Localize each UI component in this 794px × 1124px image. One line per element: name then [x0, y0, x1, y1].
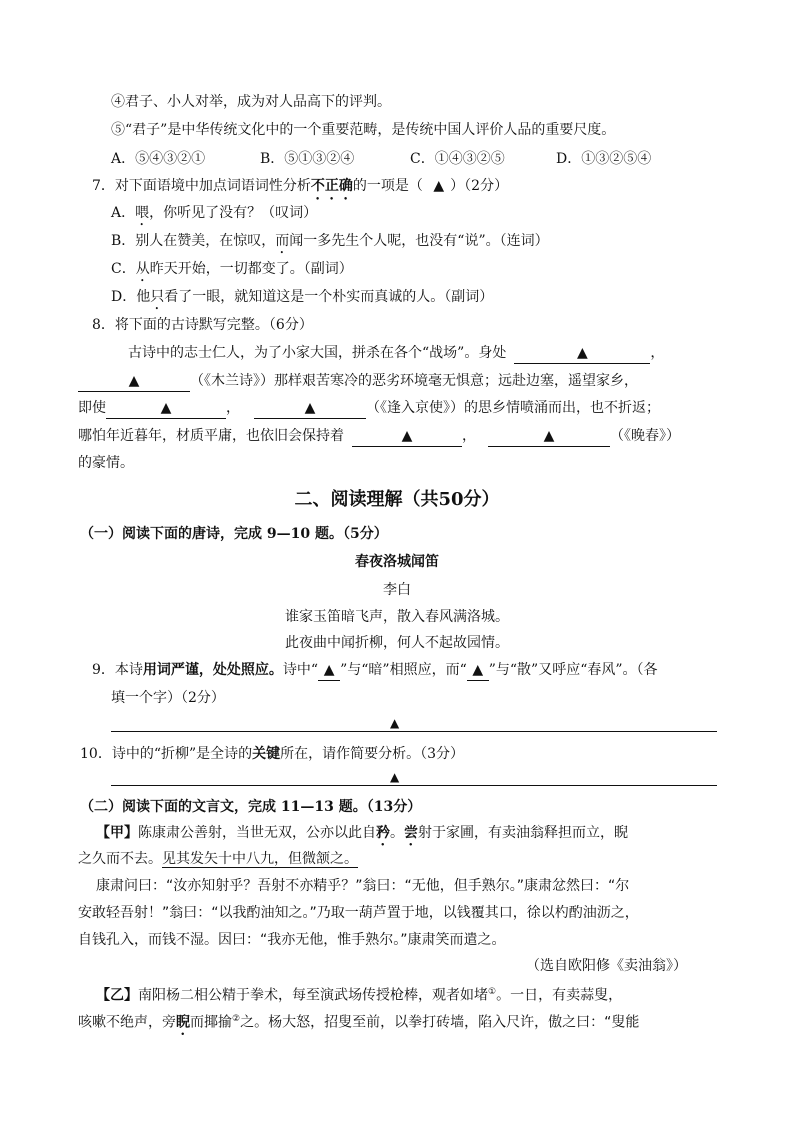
jia-line-1: 【甲】陈康肃公善射，当世无双，公亦以此自矜。尝射于家圃，有卖油翁释担而立，睨: [96, 825, 628, 841]
poem-title: 春夜洛城闻笛: [355, 554, 439, 570]
dotted-word: 只: [150, 289, 165, 305]
q9-blank-1[interactable]: ▲: [318, 660, 340, 681]
q6-option-b: B．⑤①③②④: [260, 151, 355, 167]
jia-para2-line-3: 自钱孔入，而钱不湿。因曰：“我亦无他，惟手熟尔。”康肃笑而遣之。: [78, 932, 506, 948]
yi-line-1: 【乙】南阳杨二相公精于拳术，每至演武场传授枪棒，观者如堵①。一日，有卖蒜叟，: [96, 987, 623, 1004]
poem-line-1: 谁家玉笛暗飞声，散入春风满洛城。: [285, 609, 509, 625]
jia-para2-line-2: 安敢轻吾射！”翁曰：“以我酌油知之。”乃取一葫芦置于地，以钱覆其口，徐以杓酌油沥之，: [78, 905, 639, 921]
q7-option-c: C．从昨天开始，一切都变了。（副词）: [111, 261, 353, 277]
fill-blank-1[interactable]: ▲: [514, 343, 650, 364]
q6-option-a: A．⑤④③②①: [111, 151, 206, 167]
q9-answer-line[interactable]: [111, 731, 717, 732]
underlined-sentence: 见其发矢十中八九，但微颔之。: [162, 851, 358, 867]
jia-para2-line-1: 康肃问曰：“汝亦知射乎？吾射不亦精乎？”翁曰：“无他，但手熟尔。”康肃忿然曰：“尔: [96, 878, 630, 894]
q10-answer-line[interactable]: [111, 785, 717, 786]
q8-stem: 8．将下面的古诗默写完整。（6分）: [92, 317, 313, 333]
poem-intro: （一）阅读下面的唐诗，完成 9—10 题。（5分）: [80, 526, 388, 542]
jia-line-2: 之久而不去。见其发矢十中八九，但微颔之。: [78, 851, 358, 867]
poem-line-2: 此夜曲中闻折柳，何人不起故园情。: [285, 635, 509, 651]
jia-source: （选自欧阳修《卖油翁》）: [526, 958, 687, 974]
q10-stem: 10．诗中的“折柳”是全诗的关键所在，请作简要分析。（3分）: [80, 746, 465, 762]
q6-option-c: C．①④③②⑤: [410, 151, 505, 167]
dotted-word: 而: [275, 233, 290, 249]
classical-intro: （二）阅读下面的文言文，完成 11—13 题。（13分）: [80, 799, 422, 815]
q8-line-3: 即使 ▲ ， ▲ （《逢入京使》）的思乡情喷涌而出，也不折返；: [78, 398, 660, 419]
q7-emphasis: 不正确: [310, 178, 353, 194]
q8-line-2: ▲ （《木兰诗》）那样艰苦寒冷的恶劣环境毫无惧意；远赴边塞，遥望家乡，: [78, 371, 638, 392]
q9-stem-cont: 填一个字）（2分）: [111, 690, 225, 706]
fill-blank-6[interactable]: ▲: [488, 426, 610, 447]
poem-author: 李白: [383, 582, 411, 598]
q8-line-1: 古诗中的志士仁人，为了小家大国，拼杀在各个“战场”。身处 ▲ ，: [128, 343, 664, 364]
yi-line-2: 咳嗽不绝声，旁睨而揶揄②之。杨大怒，招叟至前，以拳打砖墙，陷入尺许，傲之曰：“叟能: [78, 1014, 640, 1031]
dotted-word: 从: [135, 261, 150, 277]
q9-blank-2[interactable]: ▲: [467, 660, 489, 681]
fill-blank-4[interactable]: ▲: [254, 398, 366, 419]
q9-stem: 9．本诗用词严谨，处处照应。诗中“ ▲ ”与“暗”相照应，而“ ▲ ”与“散”又呼应“春风”。（各: [92, 660, 658, 681]
answer-marker: ▲: [390, 770, 400, 784]
fill-blank-3[interactable]: ▲: [106, 398, 226, 419]
q8-line-5: 的豪情。: [78, 455, 134, 471]
q7-stem: 7．对下面语境中加点词语词性分析不正确的一项是（ ▲ ）（2分）: [92, 178, 509, 194]
answer-marker: ▲: [390, 716, 400, 730]
q6-sentence-4: ④君子、小人对举，成为对人品高下的评判。: [111, 94, 391, 110]
dotted-word: 喂: [135, 205, 150, 221]
answer-marker: ▲: [433, 178, 445, 194]
fill-blank-2[interactable]: ▲: [78, 371, 190, 392]
q6-option-d: D．①③②⑤④: [556, 151, 652, 167]
q7-option-b: B．别人在赞美，在惊叹，而闻一多先生个人呢，也没有“说”。（连词）: [111, 233, 549, 249]
q8-line-4: 哪怕年近暮年，材质平庸，也依旧会保持着 ▲ ， ▲ （《晚春》）: [78, 426, 680, 447]
q7-option-d: D．他只看了一眼，就知道这是一个朴实而真诚的人。（副词）: [111, 289, 494, 305]
q6-sentence-5: ⑤“君子”是中华传统文化中的一个重要范畴，是传统中国人评价人品的重要尺度。: [111, 122, 616, 138]
q7-option-a: A．喂，你听见了没有？（叹词）: [111, 205, 318, 221]
fill-blank-5[interactable]: ▲: [352, 426, 462, 447]
section-title: 二、阅读理解（共50分）: [294, 489, 500, 510]
